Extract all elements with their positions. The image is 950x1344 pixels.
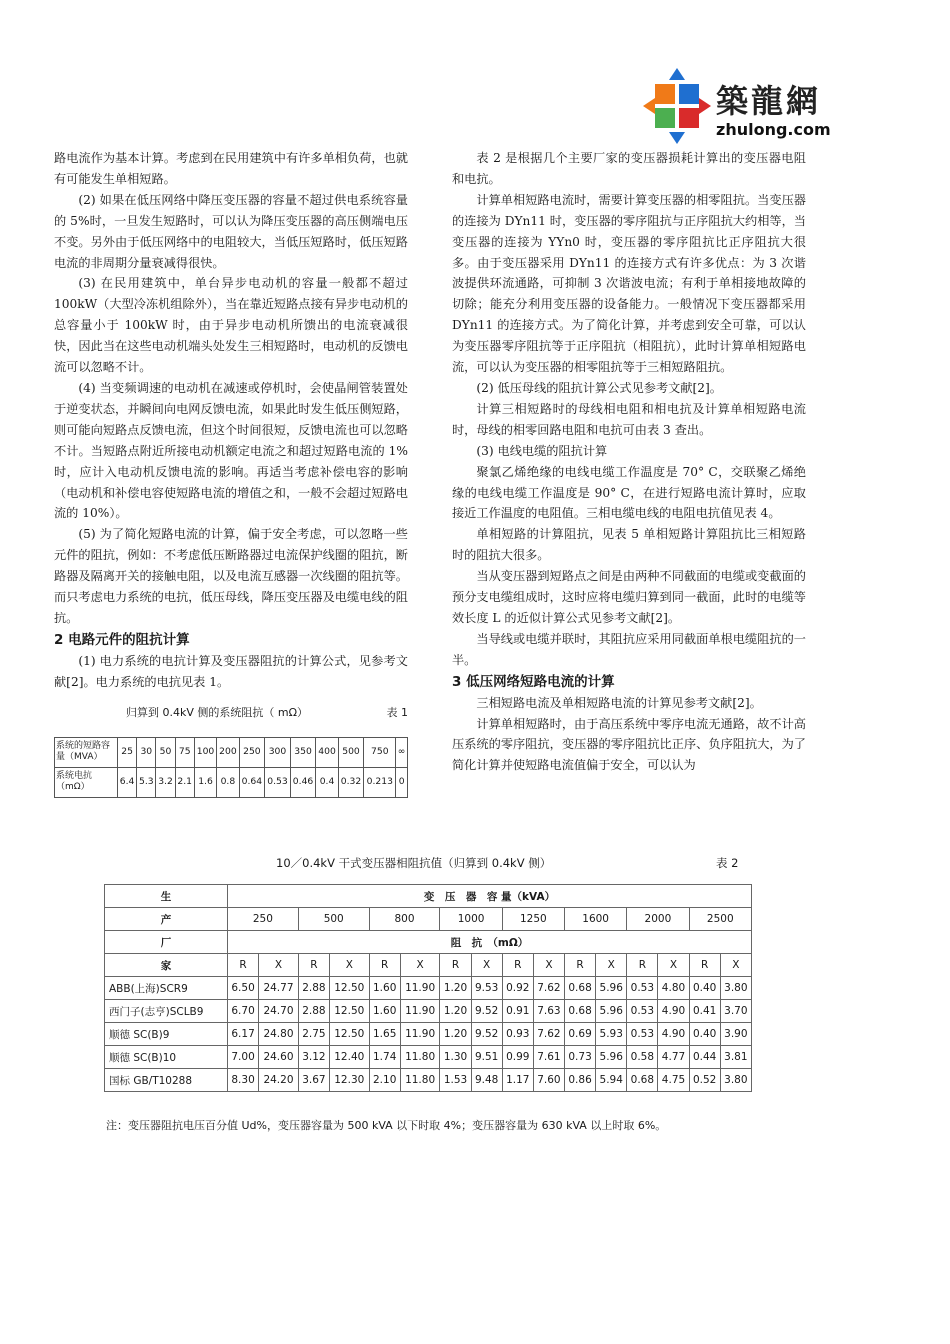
paragraph: (5) 为了简化短路电流的计算，偏于安全考虑，可以忽略一些元件的阻抗，例如：不考虑低压断路器过电流保护线圈的阻抗，断路器及隔离开关的接触电阻，以及电流互感器一次线圈的阻抗等。而只考虑电力系统的电抗，低压母线，降压变压器及电缆电线的阻抗。 (54, 527, 408, 625)
paragraph: 单相短路的计算阻抗，见表 5 单相短路计算阻抗比三相短路时的阻抗大很多。 (452, 527, 806, 563)
paragraph: 计算单相短路时，由于高压系统中零序电流无通路，故不计高压系统的零序阻抗，变压器的零序阻抗比正序、负序阻抗大，为了简化计算并使短路电流值偏于安全，可以认为 (452, 716, 806, 773)
paragraph: (1) 电力系统的电抗计算及变压器阻抗的计算公式，见参考文献[2]。电力系统的电抗见表 1。 (54, 653, 408, 689)
resistance-header: R (369, 954, 400, 977)
table-cell: 0.68 (627, 1069, 658, 1092)
table-cell: 250 (239, 737, 265, 767)
table-cell: 400 (316, 737, 338, 767)
table2-note: 注：变压器阻抗电压百分值 Ud%，变压器容量为 500 kVA 以下时取 4%；变压器容量为 630 kVA 以上时取 6%。 (106, 1119, 667, 1132)
table-cell: 1.60 (369, 1000, 400, 1023)
table-cell: 75 (175, 737, 194, 767)
table-cell: 3.90 (720, 1023, 751, 1046)
table-cell: 11.90 (400, 1000, 440, 1023)
table-cell: 0.4 (316, 767, 338, 797)
table1-number: 表 1 (386, 705, 408, 719)
table-cell: 50 (156, 737, 175, 767)
table-cell: 9.52 (471, 1000, 502, 1023)
table-cell: 1.17 (502, 1069, 533, 1092)
table-cell: 0.69 (565, 1023, 596, 1046)
table-cell: 12.40 (329, 1046, 369, 1069)
resistance-header: R (565, 954, 596, 977)
table-cell: 1.74 (369, 1046, 400, 1069)
capacity-cell: 1250 (502, 908, 564, 931)
manufacturer-name: 顺德 SC(B)9 (105, 1023, 228, 1046)
reactance-header: X (471, 954, 502, 977)
table-cell: 0.92 (502, 977, 533, 1000)
reactance-header: X (400, 954, 440, 977)
table-cell: 0.40 (689, 1023, 720, 1046)
table-cell: 0.46 (290, 767, 316, 797)
table-row (105, 885, 752, 908)
table-cell: 4.90 (658, 1023, 689, 1046)
right-column (452, 148, 806, 776)
table-cell: 3.81 (720, 1046, 751, 1069)
table-cell: 750 (364, 737, 396, 767)
table-cell: 2.88 (298, 1000, 329, 1023)
table-cell: 7.60 (533, 1069, 564, 1092)
table-cell: 1.20 (440, 1023, 471, 1046)
logo-english-text: zhulong.com (716, 120, 831, 139)
table-cell: 1.20 (440, 977, 471, 1000)
table-cell: 7.61 (533, 1046, 564, 1069)
table-cell: 4.80 (658, 977, 689, 1000)
table-cell: 9.53 (471, 977, 502, 1000)
table-cell: 1.30 (440, 1046, 471, 1069)
capacity-cell: 500 (298, 908, 369, 931)
capacity-cell: 250 (228, 908, 299, 931)
table-cell: 100 (194, 737, 216, 767)
table-cell: 500 (338, 737, 364, 767)
paragraph: (4) 当变频调速的电动机在减速或停机时，会使晶闸管装置处于逆变状态，并瞬间向电网反馈电流，如果此时发生低压侧短路，则可能向短路点反馈电流，但这个时间很短，反馈电流也可以忽略不计。当短路点附近所接电动机额定电流之和超过短路电流的 1%时，应计入电动机反馈电流的影响。再适当考虑补偿电容的影响（电动机和补偿电容使短路电流的增值之和，一般不会超过短路电流的 10%）。 (54, 380, 408, 521)
manufacturer-name: 顺德 SC(B)10 (105, 1046, 228, 1069)
table-cell: 9.48 (471, 1069, 502, 1092)
table-cell: 5.96 (596, 1046, 627, 1069)
table-cell: 0.53 (627, 1000, 658, 1023)
table-cell: 7.63 (533, 1000, 564, 1023)
table-cell: 0.213 (364, 767, 396, 797)
reactance-header: X (720, 954, 751, 977)
resistance-header: R (502, 954, 533, 977)
table-cell: 1.53 (440, 1069, 471, 1092)
capacity-cell: 1600 (565, 908, 627, 931)
table-cell: 11.80 (400, 1046, 440, 1069)
table-cell: 12.50 (329, 1023, 369, 1046)
table-cell: 24.70 (259, 1000, 299, 1023)
table-cell: 6.50 (228, 977, 259, 1000)
table-cell: 7.00 (228, 1046, 259, 1069)
table-cell: 0.44 (689, 1046, 720, 1069)
table-cell: 11.80 (400, 1069, 440, 1092)
table-cell: 9.51 (471, 1046, 502, 1069)
table-cell: 3.2 (156, 767, 175, 797)
table-cell: 200 (217, 737, 239, 767)
paragraph: 表 2 是根据几个主要厂家的变压器损耗计算出的变压器电阻和电抗。 (452, 151, 806, 186)
table-cell: 5.96 (596, 1000, 627, 1023)
table-cell: 0.53 (627, 977, 658, 1000)
section-heading: 2 电路元件的阻抗计算 (54, 631, 190, 648)
capacity-cell: 2000 (627, 908, 689, 931)
table-cell: 11.90 (400, 977, 440, 1000)
table-cell: 5.3 (137, 767, 156, 797)
table-cell: 2.1 (175, 767, 194, 797)
table-cell: 24.60 (259, 1046, 299, 1069)
table-cell: 0.53 (265, 767, 291, 797)
paragraph: 聚氯乙烯绝缘的电线电缆工作温度是 70° C，交联聚乙烯绝缘的电线电缆工作温度是 90° C，在进行短路电流计算时，应取接近工作温度的电阻值。三相电缆电线的电阻电抗值见表 4。 (452, 464, 806, 521)
manufacturer-header-char: 家 (105, 954, 228, 977)
manufacturer-name: ABB(上海)SCR9 (105, 977, 228, 1000)
table-cell: 0.99 (502, 1046, 533, 1069)
table-cell: 24.80 (259, 1023, 299, 1046)
table-cell: 4.75 (658, 1069, 689, 1092)
reactance-header: X (259, 954, 299, 977)
table-cell: 0.93 (502, 1023, 533, 1046)
table-cell: 12.50 (329, 977, 369, 1000)
table-cell: 9.52 (471, 1023, 502, 1046)
table2-caption: 10／0.4kV 干式变压器相阻抗值（归算到 0.4kV 侧） (276, 856, 552, 870)
table-row (55, 737, 408, 767)
table-cell: 6.70 (228, 1000, 259, 1023)
table-cell: 24.20 (259, 1069, 299, 1092)
table-cell: 0.40 (689, 977, 720, 1000)
resistance-header: R (228, 954, 259, 977)
table-cell: 2.88 (298, 977, 329, 1000)
paragraph: 当导线或电缆并联时，其阻抗应采用同截面单根电缆阻抗的一半。 (452, 631, 806, 667)
table-cell: 0.73 (565, 1046, 596, 1069)
table-row (105, 931, 752, 954)
table-cell: 0.8 (217, 767, 239, 797)
table-row (105, 954, 752, 977)
table-row (105, 977, 752, 1000)
table-cell: 0.52 (689, 1069, 720, 1092)
table-cell: 3.80 (720, 1069, 751, 1092)
paragraph: (2) 如果在低压网络中降压变压器的容量不超过供电系统容量的 5%时，一旦发生短路时，可以认为降压变压器的高压侧端电压不变。另外由于低压网络中的电阻较大，当低压短路时，低压短路电流的非周期分量衰减得很快。 (54, 192, 408, 270)
table-cell: 0 (396, 767, 408, 797)
table-cell: 3.80 (720, 977, 751, 1000)
table-cell: 0.32 (338, 767, 364, 797)
table-cell: 2.75 (298, 1023, 329, 1046)
table-row-header: 系统的短路容量（MVA） (55, 737, 118, 767)
table1-caption-row (54, 703, 408, 725)
reactance-header: X (533, 954, 564, 977)
manufacturer-header-char: 产 (105, 908, 228, 931)
capacity-header: 变 压 器 容 量（kVA） (228, 885, 752, 908)
table-cell: 5.93 (596, 1023, 627, 1046)
manufacturer-name: 国标 GB/T10288 (105, 1069, 228, 1092)
table-cell: 7.62 (533, 1023, 564, 1046)
table2 (104, 884, 752, 1092)
table-row (105, 1046, 752, 1069)
table-cell: 0.86 (565, 1069, 596, 1092)
table-cell: 2.10 (369, 1069, 400, 1092)
table-row (105, 908, 752, 931)
reactance-header: X (596, 954, 627, 977)
section-heading: 3 低压网络短路电流的计算 (452, 673, 615, 690)
table-cell: 0.91 (502, 1000, 533, 1023)
logo-chinese-text: 築龍網 (716, 82, 822, 120)
table-cell: 350 (290, 737, 316, 767)
resistance-header: R (298, 954, 329, 977)
table-cell: 12.30 (329, 1069, 369, 1092)
paragraph: 三相短路电流及单相短路电流的计算见参考文献[2]。 (476, 695, 762, 710)
table-cell: 6.17 (228, 1023, 259, 1046)
table1 (54, 737, 408, 798)
reactance-header: X (329, 954, 369, 977)
table-cell: 1.6 (194, 767, 216, 797)
paragraph: (3) 电线电缆的阻抗计算 (476, 443, 608, 458)
table-cell: 300 (265, 737, 291, 767)
table-cell: 1.60 (369, 977, 400, 1000)
table-cell: ∞ (396, 737, 408, 767)
table-cell: 11.90 (400, 1023, 440, 1046)
table-cell: 6.4 (118, 767, 137, 797)
table-cell: 30 (137, 737, 156, 767)
table-cell: 3.12 (298, 1046, 329, 1069)
paragraph: 计算单相短路电流时，需要计算变压器的相零阻抗。当变压器的连接为 DYn11 时，变压器的零序阻抗与正序阻抗大约相等，当变压器的连接为 YYn0 时，变压器的零序阻抗比正序阻抗大很多。由于变压器采用 DYn11 的连接方式有许多优点：为 3 次谐波提供环流通路，可抑制 3 次谐波电流；有利于单相接地故障的切除；能充分利用变压器的设备能力。一般情况下变压器都采用 DYn11 的连接方式。为了简化计算，并考虑到安全可靠，可以认为变压器零序阻抗等于正序阻抗（相阻抗），此时计算单相短路电流，可以认为变压器的相零阻抗等于三相短路阻抗。 (452, 192, 806, 375)
left-column (54, 148, 408, 798)
table-cell: 7.62 (533, 977, 564, 1000)
table1-caption: 归算到 0.4kV 侧的系统阻抗（ mΩ） (126, 705, 308, 719)
manufacturer-header-char: 厂 (105, 931, 228, 954)
table-cell: 5.96 (596, 977, 627, 1000)
paragraph: 计算三相短路时的母线相电阻和相电抗及计算单相短路电流时，母线的相零回路电阻和电抗可由表 3 查出。 (452, 401, 806, 437)
table-row-header: 系统电抗（mΩ） (55, 767, 118, 797)
table-cell: 4.77 (658, 1046, 689, 1069)
paragraph: 当从变压器到短路点之间是由两种不同截面的电缆或变截面的预分支电缆组成时，这时应将电缆归算到同一截面，此时的电缆等效长度 L 的近似计算公式见参考文献[2]。 (452, 569, 806, 625)
manufacturer-name: 西门子(志亨)SCLB9 (105, 1000, 228, 1023)
paragraph: 路电流作为基本计算。考虑到在民用建筑中有许多单相负荷，也就有可能发生单相短路。 (54, 151, 408, 186)
table-cell: 25 (118, 737, 137, 767)
table-cell: 1.20 (440, 1000, 471, 1023)
table-cell: 3.67 (298, 1069, 329, 1092)
table-row (105, 1069, 752, 1092)
table-row (55, 767, 408, 797)
table-cell: 5.94 (596, 1069, 627, 1092)
resistance-header: R (440, 954, 471, 977)
table-cell: 8.30 (228, 1069, 259, 1092)
table-cell: 24.77 (259, 977, 299, 1000)
reactance-header: X (658, 954, 689, 977)
table-cell: 1.65 (369, 1023, 400, 1046)
table-cell: 0.41 (689, 1000, 720, 1023)
resistance-header: R (627, 954, 658, 977)
table2-number: 表 2 (716, 856, 739, 870)
impedance-header: 阻 抗 （mΩ） (228, 931, 752, 954)
manufacturer-header-char: 生 (105, 885, 228, 908)
table-cell: 3.70 (720, 1000, 751, 1023)
resistance-header: R (689, 954, 720, 977)
capacity-cell: 800 (369, 908, 440, 931)
table-row (105, 1023, 752, 1046)
table-cell: 0.64 (239, 767, 265, 797)
paragraph: (3) 在民用建筑中，单台异步电动机的容量一般都不超过 100kW（大型冷冻机组除外），当在靠近短路点接有异步电动机的总容量小于 100kW 时，由于异步电动机所馈出的电流衰减很快，因此当在这些电动机端头处发生三相短路时，电动机的反馈电流可以忽略不计。 (54, 276, 408, 375)
table-cell: 0.53 (627, 1023, 658, 1046)
capacity-cell: 1000 (440, 908, 502, 931)
table-cell: 0.68 (565, 1000, 596, 1023)
table-cell: 0.58 (627, 1046, 658, 1069)
table-cell: 0.68 (565, 977, 596, 1000)
paragraph: (2) 低压母线的阻抗计算公式见参考文献[2]。 (476, 380, 722, 395)
table-cell: 12.50 (329, 1000, 369, 1023)
table-cell: 4.90 (658, 1000, 689, 1023)
table-row (105, 1000, 752, 1023)
capacity-cell: 2500 (689, 908, 751, 931)
